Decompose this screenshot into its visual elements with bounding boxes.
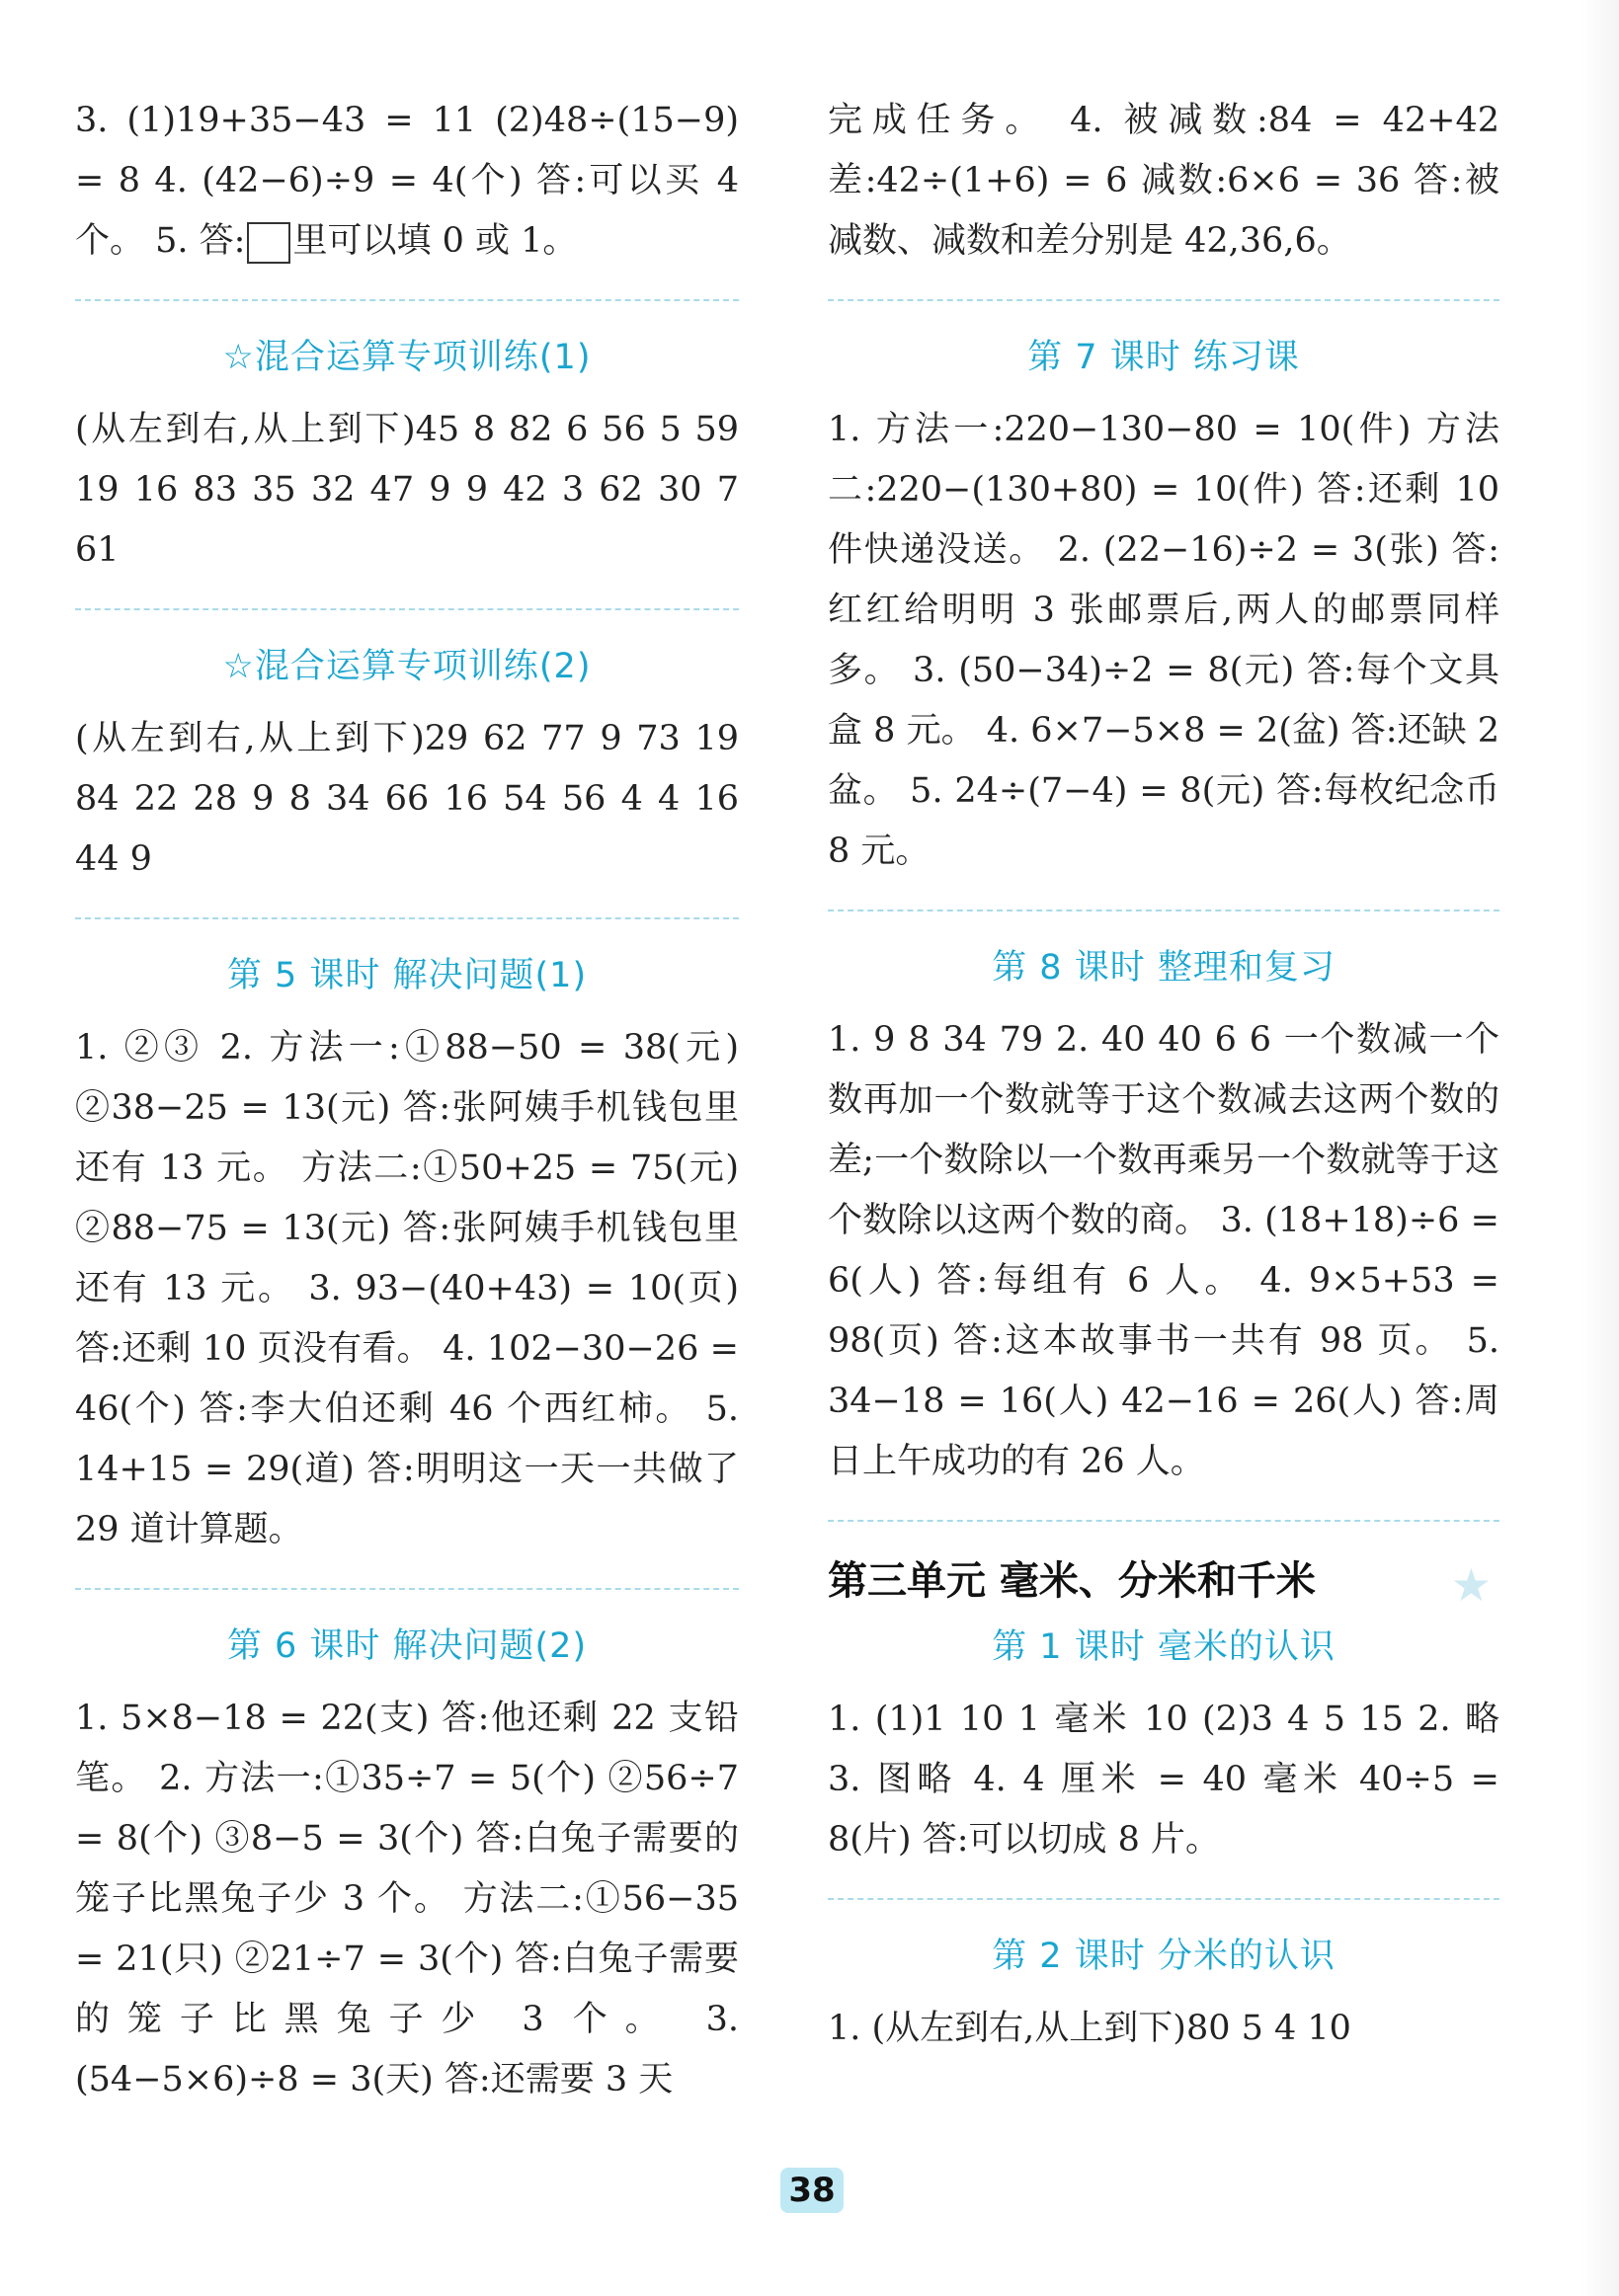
section-title: 第 6 课时 解决问题(2)	[226, 1626, 588, 1666]
dashed-divider	[75, 608, 739, 610]
section-title: ☆混合运算专项训练(2)	[222, 647, 592, 686]
dashed-divider	[828, 1898, 1499, 1900]
answer-paragraph	[75, 91, 739, 272]
answer-paragraph: 1. (从左到右,从上到下)80 5 4 10	[828, 2009, 1351, 2048]
answer-paragraph: 1. 5×8−18 = 22(支) 答:他还剩 22 支铅笔。 2. 方法一:①35÷7 = 5(个) ②56÷7 = 8(个) ③8−5 = 3(个) 答:白兔子需要的笼子比黑兔子少 3 个。 方法二:①56−35 = 21(只) ②21÷7 = 3(个) 答:白兔子需要的笼子比黑兔子少 3 个。 3. (54−5×6)÷8 = 3(天) 答:还需要 3 天	[75, 1699, 739, 2099]
dashed-divider	[75, 299, 739, 301]
dashed-divider	[75, 1588, 739, 1590]
blank-box	[247, 222, 290, 264]
section-title: 第 8 课时 整理和复习	[992, 948, 1336, 988]
star-icon: ★	[1450, 1558, 1492, 1612]
answer-paragraph: (从左到右,从上到下)29 62 77 9 73 19 84 22 28 9 8 34 66 16 54 56 4 4 16 44 9	[75, 719, 739, 879]
answer-paragraph: 1. 方法一:220−130−80 = 10(件) 方法二:220−(130+80) = 10(件) 答:还剩 10 件快递没送。 2. (22−16)÷2 = 3(张) 答:红红给明明 3 张邮票后,两人的邮票同样多。 3. (50−34)÷2 = 8(元) 答:每个文具盒 8 元。 4. 6×7−5×8 = 2(盆) 答:还缺 2 盆。 5. 24÷(7−4) = 8(元) 答:每枚纪念币 8 元。	[828, 410, 1499, 871]
dashed-divider	[828, 1520, 1499, 1522]
unit-title: 第三单元 毫米、分米和千米	[828, 1558, 1316, 1604]
section-title: 第 7 课时 练习课	[1027, 338, 1300, 377]
answer-paragraph: 1. 9 8 34 79 2. 40 40 6 6 一个数减一个数再加一个数就等于这个数减去这两个数的差;一个数除以一个数再乘另一个数就等于这个数除以这两个数的商。 3. (18+18)÷6 = 6(人) 答:每组有 6 人。 4. 9×5+53 = 98(页) 答:这本故事书一共有 98 页。 5. 34−18 = 16(人) 42−16 = 26(人) 答:周日上午成功的有 26 人。	[828, 1020, 1499, 1481]
section-title: 第 1 课时 毫米的认识	[992, 1627, 1336, 1667]
answer-paragraph: 1. (1)1 10 1 毫米 10 (2)3 4 5 15 2. 略 3. 图略 4. 4 厘米 = 40 毫米 40÷5 = 8(片) 答:可以切成 8 片。	[828, 1700, 1499, 1860]
page-number: 38	[780, 2168, 844, 2213]
answer-paragraph: 完成任务。 4. 被减数:84 = 42+42 差:42÷(1+6) = 6 减数:6×6 = 36 答:被减数、减数和差分别是 42,36,6。	[828, 101, 1499, 261]
unit-heading	[828, 1553, 1499, 1612]
answer-paragraph: 1. ②③ 2. 方法一:①88−50 = 38(元) ②38−25 = 13(元) 答:张阿姨手机钱包里还有 13 元。 方法二:①50+25 = 75(元) ②88−75 = 13(元) 答:张阿姨手机钱包里还有 13 元。 3. 93−(40+43) = 10(页) 答:还剩 10 页没有看。 4. 102−30−26 = 46(个) 答:李大伯还剩 46 个西红柿。 5. 14+15 = 29(道) 答:明明这一天一共做了 29 道计算题。	[75, 1028, 739, 1549]
answer-text: 3. (1)19+35−43 = 11 (2)48÷(15−9) = 8 4. (42−6)÷9 = 4(个) 答:可以买 4 个。 5. 答:	[75, 101, 739, 261]
answer-text: 里可以填 0 或 1。	[292, 221, 578, 261]
page-gutter-shadow	[1580, 0, 1619, 2296]
section-title: 第 2 课时 分米的认识	[992, 1937, 1336, 1976]
answer-paragraph: (从左到右,从上到下)45 8 82 6 56 5 59 19 16 83 35 32 47 9 9 42 3 62 30 7 61	[75, 410, 739, 570]
section-title: 第 5 课时 解决问题(1)	[226, 956, 588, 995]
dashed-divider	[828, 910, 1499, 911]
dashed-divider	[75, 917, 739, 919]
dashed-divider	[828, 299, 1499, 301]
right-column	[828, 91, 1499, 2059]
left-column	[75, 91, 739, 2110]
section-title: ☆混合运算专项训练(1)	[222, 338, 592, 377]
